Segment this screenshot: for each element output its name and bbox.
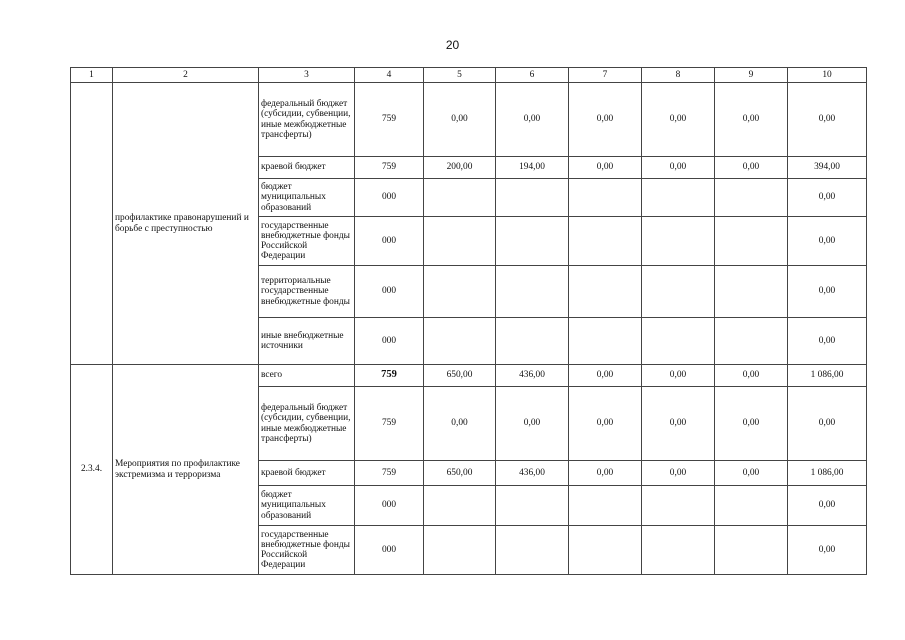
source-cell: иные внебюджетные источники: [259, 318, 355, 365]
value-cell: [424, 486, 496, 526]
value-cell: 0,00: [569, 365, 642, 387]
value-cell: 0,00: [715, 461, 788, 486]
value-cell: [424, 179, 496, 217]
total-cell: 0,00: [788, 83, 867, 157]
code-cell: 000: [355, 486, 424, 526]
total-cell: 0,00: [788, 486, 867, 526]
total-cell: 0,00: [788, 266, 867, 318]
value-cell: [642, 266, 715, 318]
source-cell: бюджет муниципальных образований: [259, 486, 355, 526]
header-cell: 9: [715, 68, 788, 83]
value-cell: [496, 266, 569, 318]
total-cell: 0,00: [788, 217, 867, 266]
value-cell: 0,00: [496, 83, 569, 157]
value-cell: [642, 179, 715, 217]
activity-title: профилактике правонарушений и борьбе с преступностью: [113, 83, 259, 365]
value-cell: 0,00: [715, 157, 788, 179]
value-cell: [642, 318, 715, 365]
value-cell: [496, 318, 569, 365]
source-cell: федеральный бюджет (субсидии, субвенции, иные межбюджетные трансферты): [259, 83, 355, 157]
value-cell: 0,00: [569, 83, 642, 157]
value-cell: 0,00: [424, 83, 496, 157]
total-cell: 0,00: [788, 387, 867, 461]
source-cell: краевой бюджет: [259, 461, 355, 486]
value-cell: [715, 179, 788, 217]
source-cell: государственные внебюджетные фонды Российской Федерации: [259, 526, 355, 575]
value-cell: 436,00: [496, 365, 569, 387]
header-cell: 7: [569, 68, 642, 83]
value-cell: [569, 217, 642, 266]
code-cell: 759: [355, 387, 424, 461]
value-cell: [715, 217, 788, 266]
table-row: [71, 83, 867, 157]
source-cell: государственные внебюджетные фонды Российской Федерации: [259, 217, 355, 266]
code-cell: 759: [355, 365, 424, 387]
header-cell: 5: [424, 68, 496, 83]
code-cell: 759: [355, 83, 424, 157]
value-cell: 0,00: [715, 387, 788, 461]
value-cell: [642, 526, 715, 575]
code-cell: 759: [355, 461, 424, 486]
value-cell: [715, 318, 788, 365]
total-cell: 1 086,00: [788, 461, 867, 486]
value-cell: [424, 217, 496, 266]
value-cell: [496, 526, 569, 575]
page-number: 20: [445, 38, 460, 52]
value-cell: [715, 486, 788, 526]
source-cell: бюджет муниципальных образований: [259, 179, 355, 217]
source-cell: территориальные государственные внебюджетные фонды: [259, 266, 355, 318]
value-cell: [496, 179, 569, 217]
header-cell: 10: [788, 68, 867, 83]
header-cell: 2: [113, 68, 259, 83]
value-cell: [424, 526, 496, 575]
header-cell: 4: [355, 68, 424, 83]
total-cell: 394,00: [788, 157, 867, 179]
header-row: [71, 68, 867, 83]
value-cell: 650,00: [424, 461, 496, 486]
header-cell: 3: [259, 68, 355, 83]
source-cell: всего: [259, 365, 355, 387]
value-cell: 194,00: [496, 157, 569, 179]
value-cell: 0,00: [424, 387, 496, 461]
total-cell: 1 086,00: [788, 365, 867, 387]
total-cell: 0,00: [788, 318, 867, 365]
code-cell: 759: [355, 157, 424, 179]
value-cell: 0,00: [496, 387, 569, 461]
header-cell: 8: [642, 68, 715, 83]
source-cell: краевой бюджет: [259, 157, 355, 179]
value-cell: [715, 526, 788, 575]
value-cell: 0,00: [642, 83, 715, 157]
value-cell: [569, 486, 642, 526]
value-cell: [569, 526, 642, 575]
total-cell: 0,00: [788, 526, 867, 575]
value-cell: 0,00: [642, 461, 715, 486]
value-cell: 0,00: [715, 365, 788, 387]
code-cell: 000: [355, 266, 424, 318]
row-number-cell: 2.3.4.: [71, 365, 113, 575]
value-cell: 0,00: [569, 157, 642, 179]
value-cell: [642, 217, 715, 266]
value-cell: 650,00: [424, 365, 496, 387]
code-cell: 000: [355, 318, 424, 365]
value-cell: 0,00: [642, 365, 715, 387]
value-cell: [642, 486, 715, 526]
value-cell: [569, 266, 642, 318]
value-cell: [496, 486, 569, 526]
code-cell: 000: [355, 179, 424, 217]
header-cell: 1: [71, 68, 113, 83]
value-cell: 0,00: [569, 461, 642, 486]
total-cell: 0,00: [788, 179, 867, 217]
row-number-cell: [71, 83, 113, 365]
value-cell: 0,00: [642, 387, 715, 461]
source-cell: федеральный бюджет (субсидии, субвенции, иные межбюджетные трансферты): [259, 387, 355, 461]
value-cell: [496, 217, 569, 266]
value-cell: [715, 266, 788, 318]
value-cell: [569, 318, 642, 365]
value-cell: 0,00: [569, 387, 642, 461]
value-cell: [424, 266, 496, 318]
code-cell: 000: [355, 526, 424, 575]
table-row: [71, 365, 867, 387]
value-cell: [569, 179, 642, 217]
value-cell: 0,00: [715, 83, 788, 157]
value-cell: 436,00: [496, 461, 569, 486]
activity-title: Мероприятия по профилактике экстремизма и терроризма: [113, 365, 259, 575]
code-cell: 000: [355, 217, 424, 266]
value-cell: [424, 318, 496, 365]
budget-table: [70, 67, 867, 575]
header-cell: 6: [496, 68, 569, 83]
value-cell: 200,00: [424, 157, 496, 179]
value-cell: 0,00: [642, 157, 715, 179]
